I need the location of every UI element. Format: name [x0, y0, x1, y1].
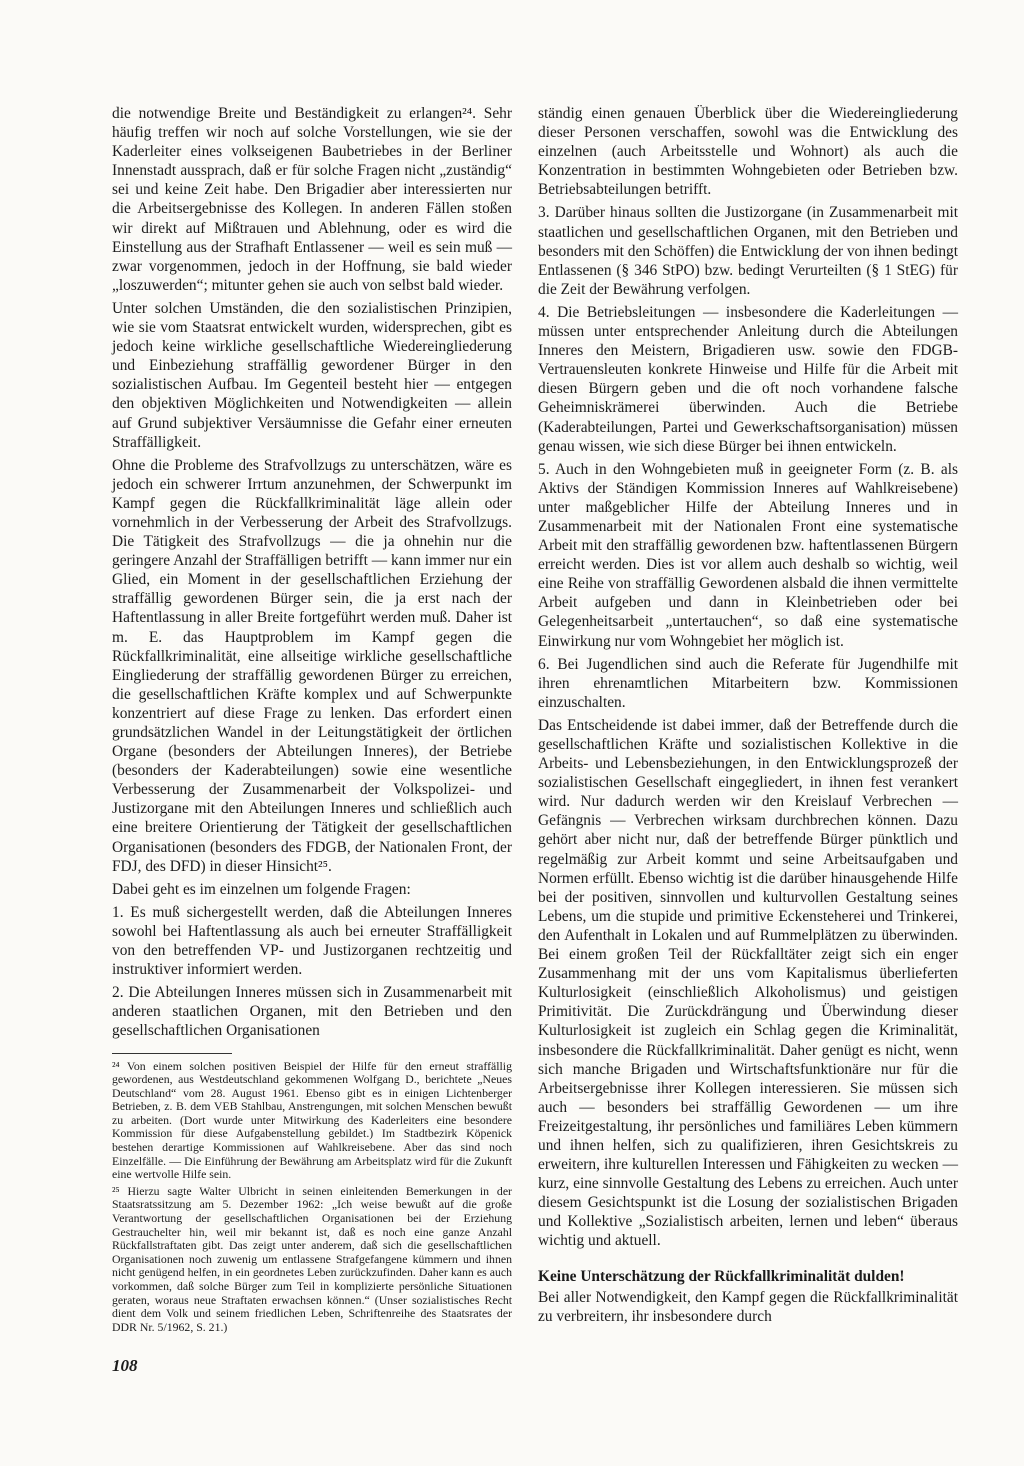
footnote-separator [112, 1053, 232, 1054]
right-list-item-4: 4. Die Betriebsleitungen — insbesondere die Kaderleitungen — müssen unter entsprechender Anleitung durch die Abteilungen Inneres den Meistern, Brigadieren usw. sowie den FDGB-Vertrauensleuten konkrete Hinweise und Hilfe für die Arbeit mit diesen Bürgern geben und die oft noch vorhandene falsche Geheimniskrämerei überwinden. Auch die Betriebe (Kaderabteilungen, Partei und Gewerkschaftsorganisation) müssen genau wissen, wie sich diese Bürger bei ihnen entwickeln. [538, 303, 958, 455]
right-column [538, 104, 958, 1330]
section-heading: Keine Unterschätzung der Rückfallkriminalität dulden! [538, 1267, 905, 1285]
left-list-item-2: 2. Die Abteilungen Inneres müssen sich in Zusammenarbeit mit anderen staatlichen Organen, mit den Betrieben und den gesellschaftlichen Organisationen [112, 984, 512, 1040]
left-paragraph-4: Dabei geht es im einzelnen um folgende Fragen: [112, 880, 411, 898]
right-paragraph-main: Das Entscheidende ist dabei immer, daß der Betreffende durch die gesellschaftlichen Kräfte und sozialistischen Kollektive in die Arbeits- und Lebensbeziehungen, in den Entwicklungsprozeß der sozialistischen Gesellschaft eingegliedert, in ihnen fest verankert wird. Nur dadurch werden wir den Kreislauf Verbrechen — Gefängnis — Verbrechen wirksam durchbrechen können. Dazu gehört aber nicht nur, daß der betreffende Bürger pünktlich und regelmäßig zur Arbeit kommt und seine Arbeitsaufgaben und Normen erfüllt. Ebenso wichtig ist die darüber hinausgehende Hilfe bei der positiven, sinnvollen und kulturvollen Gestaltung seines Lebens, um die stupide und primitive Eckensteherei und Trinkerei, den Aufenthalt in Lokalen und auf Rummelplätzen zu überwinden. Bei einem großen Teil der Rückfalltäter zeigt sich ein enger Zusammenhang mit der uns vom Kapitalismus überlieferten Kulturlosigkeit (einschließlich Alkoholismus) und geistigen Primitivität. Die Zurückdrängung und Überwindung dieser Kulturlosigkeit ist zugleich ein Schlag gegen die Kriminalität, insbesondere die Rückfallkriminalität. Daher genügt es nicht, wenn sich manche Brigaden und Wirtschaftsfunktionäre nur für die Arbeitsergebnisse ihrer Kollegen interessieren. Sie müssen sich auch — besonders bei straffällig Gewordenen — um ihre Freizeitgestaltung, ihr persönliches und familiäres Leben kümmern und ihnen helfen, sich zu qualifizieren, ihren Gesichtskreis zu erweitern, ihre kulturellen Interessen und Fähigkeiten zu wecken — kurz, eine sinnvolle Gestaltung des Lebens zu erreichen. Auch unter diesem Gesichtspunkt ist die Losung der sozialistischen Brigaden und Kollektive „Sozialistisch arbeiten, lernen und leben“ überaus wichtig und aktuell. [538, 716, 958, 1250]
page-number: 108 [112, 1356, 138, 1375]
left-paragraph-2: Unter solchen Umständen, die den sozialistischen Prinzipien, wie sie vom Staatsrat entwickelt wurden, widersprechen, gibt es jedoch keine wirkliche gesellschaftliche Wiedereingliederung und Einbeziehung straffällig gewordener Bürger in den sozialistischen Aufbau. Im Gegenteil besteht hier — entgegen den objektiven Möglichkeiten und Notwendigkeiten — allein auf Grund subjektiver Versäumnisse die Gefahr einer erneuten Straffälligkeit. [112, 299, 512, 451]
right-list-item-3: 3. Darüber hinaus sollten die Justizorgane (in Zusammenarbeit mit staatlichen und gesellschaftlichen Organen, mit den Betrieben und besonders mit den Schöffen) die Entwicklung der von ihnen bedingt Entlassenen (§ 346 StPO) bzw. bedingt Verurteilten (§ 1 StEG) für die Zeit der Bewährung verfolgen. [538, 204, 958, 298]
right-paragraph-1: ständig einen genauen Überblick über die Wiedereingliederung dieser Personen verschaffen, sowohl was die Entwicklung des einzelnen (auch Arbeitsstelle und Wohnort) als auch die Konzentration in bestimmten Wohngebieten oder Betrieben bzw. Betriebsabteilungen betrifft. [538, 105, 958, 199]
left-column [112, 104, 512, 1337]
left-paragraph-3: Ohne die Probleme des Strafvollzugs zu unterschätzen, wäre es jedoch ein schwerer Irrtum anzunehmen, der Schwerpunkt im Kampf gegen die Rückfallkriminalität läge allein oder vornehmlich in der Verbesserung der Arbeit des Strafvollzugs. Die Tätigkeit des Strafvollzugs — die ja ohnehin nur die geringere Anzahl der Straffälligen betrifft — kann immer nur ein Glied, ein Moment in der gesellschaftlichen Erziehung der straffällig gewordenen Bürger sein, die ja erst nach der Haftentlassung in aller Breite fortgeführt werden muß. Daher ist m. E. das Hauptproblem im Kampf gegen die Rückfallkriminalität, eine allseitige wirkliche gesellschaftliche Eingliederung der straffällig gewordenen Bürger zu erreichen, die gesellschaftlichen Kräfte komplex und auf Schwerpunkte konzentriert auf diese Frage zu lenken. Das erfordert einen grundsätzlichen Wandel in der Leitungstätigkeit der örtlichen Organe (besonders der Abteilungen Inneres), der Betriebe (besonders der Kaderabteilungen) sowie eine wesentliche Verbesserung der Zusammenarbeit der Volkspolizei- und Justizorgane mit den Abteilungen Inneres und schließlich auch eine breitere Orientierung der Tätigkeit der gesellschaftlichen Organisationen (besonders des FDGB, der Nationalen Front, der FDJ, des DFD) in dieser Hinsicht²⁵. [112, 456, 512, 875]
right-list-item-6: 6. Bei Jugendlichen sind auch die Referate für Jugendhilfe mit ihren ehrenamtlichen Mitarbeitern bzw. Kommissionen einzuschalten. [538, 655, 958, 711]
right-list-item-5: 5. Auch in den Wohngebieten muß in geeigneter Form (z. B. als Aktivs der Ständigen Kommission Inneres auf Wahlkreisebene) unter maßgeblicher Hilfe der Abteilung Inneres und in Zusammenarbeit mit der Nationalen Front eine systematische Arbeit mit den straffällig gewordenen bzw. haftentlassenen Bürgern erreicht werden. Dies ist vor allem auch deshalb so wichtig, weil eine Reihe von straffällig Gewordenen alsbald die ihnen vermittelte Arbeit aufgeben und dann in Kleinbetrieben oder bei Gelegenheitsarbeit „untertauchen“, so daß eine systematische Einwirkung nur vom Wohngebiet her möglich ist. [538, 460, 958, 650]
footnote-25: ²⁵ Hierzu sagte Walter Ulbricht in seinen einleitenden Bemerkungen in der Staatsratssitzung am 5. Dezember 1962: „Ich weise bewußt auf die große Verantwortung der gesellschaftlichen Organisationen bei der Erziehung Gestrauchelter hin, weil mir bekannt ist, daß es noch eine ganze Anzahl Rückfallstraftaten gibt. Das zeigt unter anderem, daß sich die gesellschaftlichen Organisationen noch zuwenig um entlassene Strafgefangene kümmern und ihnen nicht genügend helfen, in ein geordnetes Leben zurückzufinden. Daher kann es auch vorkommen, daß solche Bürger zum Teil in komplizierte persönliche Situationen geraten, woraus neue Straftaten erwachsen können.“ (Unser sozialistisches Recht dient dem Volk und seinem friedlichen Leben, Schriftenreihe des Staatsrates der DDR Nr. 5/1962, S. 21.) [112, 1183, 512, 1334]
left-paragraph-1: die notwendige Breite und Beständigkeit zu erlangen²⁴. Sehr häufig treffen wir noch auf solche Vorstellungen, wie sie der Kaderleiter eines volkseigenen Baubetriebes in der Berliner Innenstadt aussprach, daß er für solche Fragen nicht „zuständig“ sei und keine Zeit habe. Den Brigadier aber interessierten nur die Arbeitsergebnisse des Kollegen. In anderen Fällen stoßen wir direkt auf Mißtrauen und Ablehnung, oder es wird die Einstellung aus der Strafhaft Entlassener — weil es sein muß — zwar vorgenommen, jedoch in der Hoffnung, sie bald wieder „loszuwerden“; mitunter gehen sie auch von selbst bald wieder. [112, 105, 512, 294]
footnote-24: ²⁴ Von einem solchen positiven Beispiel der Hilfe für den erneut straffällig gewordenen, aus Westdeutschland gekommenen Wolfgang D., berichtete „Neues Deutschland“ vom 28. August 1961. Ebenso gibt es in einigen Lichtenberger Betrieben, z. B. dem VEB Stahlbau, Anstrengungen, mit solchen Menschen bewußt zu arbeiten. (Dort wurde unter Mitwirkung des Kaderleiters eine besondere Kommission für diese Aufgabenstellung gebildet.) Im Stadtbezirk Köpenick bestehen derartige Kommissionen auf Wahlkreisebene. Aber das sind noch Einzelfälle. — Die Einführung der Bewährung am Arbeitsplatz wird für die Zukunft eine wertvolle Hilfe sein. [112, 1058, 512, 1182]
right-closing-paragraph: Bei aller Notwendigkeit, den Kampf gegen die Rückfallkriminalität zu verbreitern, ihr insbesondere durch [538, 1288, 958, 1325]
left-list-item-1: 1. Es muß sichergestellt werden, daß die Abteilungen Inneres sowohl bei Haftentlassung als auch bei erneuter Straffälligkeit von den betreffenden VP- und Justizorganen rechtzeitig und instruktiver informiert werden. [112, 903, 512, 979]
